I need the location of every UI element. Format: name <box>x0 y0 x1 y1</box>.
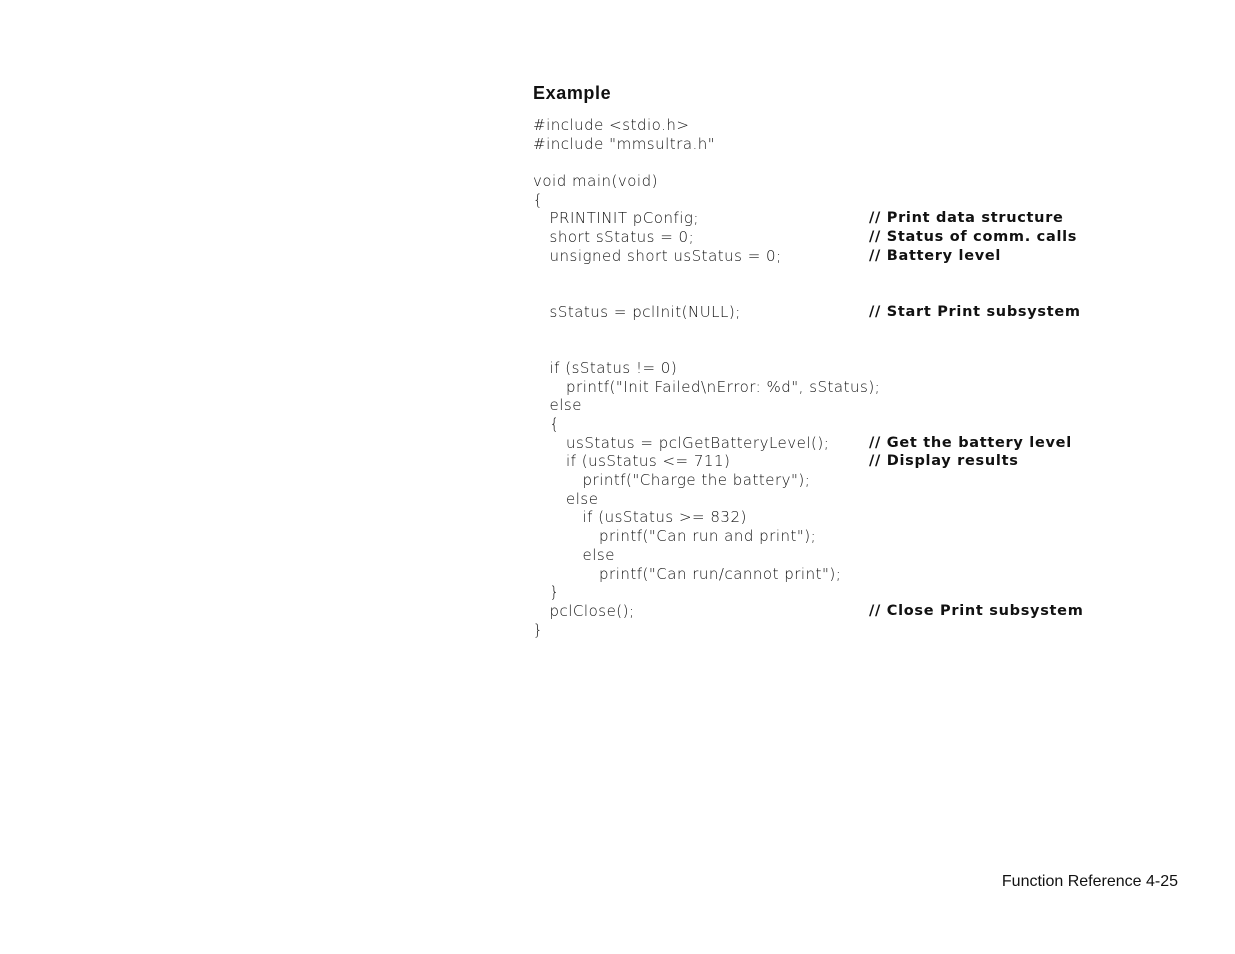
page-footer: Function Reference 4-25 <box>1001 873 1178 890</box>
code-statement: } <box>533 620 544 639</box>
code-comment: // Status of comm. calls <box>869 229 1078 246</box>
code-statement: printf("Can run/cannot print"); <box>599 564 842 583</box>
code-comment: // Get the battery level <box>869 434 1072 451</box>
code-statement: pclClose(); <box>549 601 635 620</box>
code-statement: if (sStatus != 0) <box>549 358 678 377</box>
code-statement: sStatus = pclInit(NULL); <box>549 302 741 321</box>
code-statement: #include <stdio.h> <box>533 116 690 134</box>
code-statement: void main(void) <box>533 172 658 191</box>
section-heading: Example <box>533 83 612 103</box>
code-statement: else <box>582 545 615 564</box>
code-statement: #include "mmsultra.h" <box>533 134 716 153</box>
code-statement: if (usStatus >= 832) <box>582 508 747 527</box>
code-statement: else <box>549 396 582 415</box>
code-statement: usStatus = pclGetBatteryLevel(); <box>566 433 830 452</box>
code-statement: { <box>533 190 544 209</box>
code-comment: // Battery level <box>869 247 1002 264</box>
code-statement: printf("Can run and print"); <box>599 527 817 546</box>
code-statement: printf("Init Failed\nError: %d", sStatus); <box>566 377 881 396</box>
code-statement: else <box>566 489 599 508</box>
code-statement: PRINTINIT pConfig; <box>549 209 699 228</box>
code-statement: if (usStatus <= 711) <box>566 452 731 471</box>
code-statement: { <box>549 415 560 433</box>
code-statement: printf("Charge the battery"); <box>582 471 811 490</box>
code-comment: // Close Print subsystem <box>869 602 1084 619</box>
code-statement: unsigned short usStatus = 0; <box>549 246 782 265</box>
code-comment: // Print data structure <box>869 210 1064 227</box>
code-comment: // Start Print subsystem <box>869 303 1081 320</box>
code-statement: short sStatus = 0; <box>549 228 695 247</box>
code-comment: // Display results <box>869 453 1019 470</box>
code-statement: } <box>549 583 560 602</box>
